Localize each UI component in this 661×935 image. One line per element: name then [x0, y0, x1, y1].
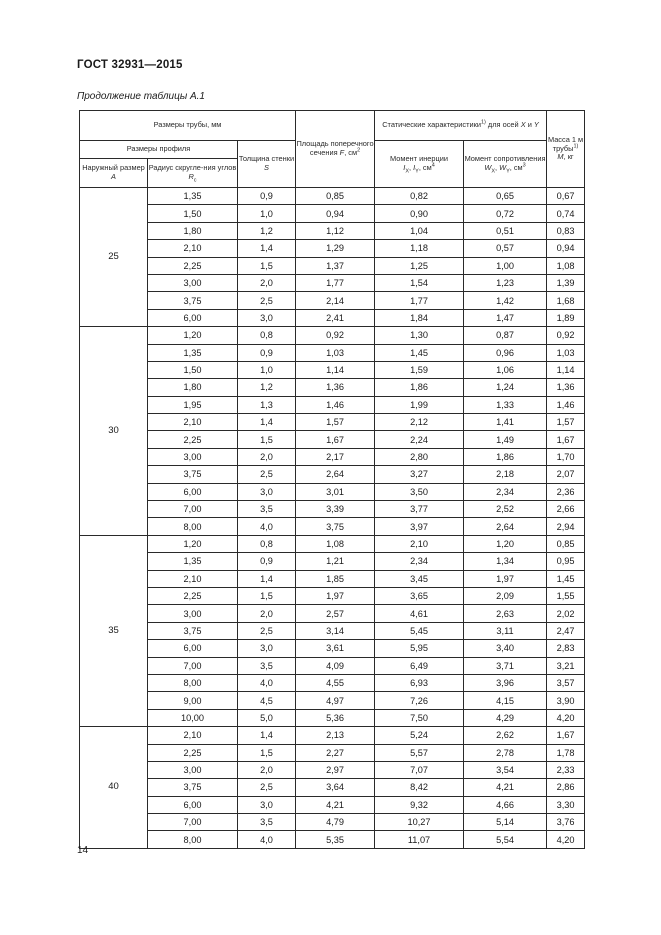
thickness-cell: 2,0	[238, 761, 296, 778]
resistance-cell: 3,54	[464, 761, 547, 778]
thickness-cell: 3,5	[238, 814, 296, 831]
mass-cell: 3,21	[547, 657, 585, 674]
table-row	[80, 831, 585, 848]
thickness-cell: 2,5	[238, 292, 296, 309]
mass-cell: 2,33	[547, 761, 585, 778]
thickness-cell: 2,0	[238, 448, 296, 465]
area-cell: 4,79	[296, 814, 375, 831]
area-cell: 1,21	[296, 553, 375, 570]
resistance-cell: 4,66	[464, 796, 547, 813]
table-row	[80, 657, 585, 674]
mass-cell: 2,07	[547, 466, 585, 483]
radius-cell: 3,75	[148, 779, 238, 796]
area-cell: 1,67	[296, 431, 375, 448]
inertia-cell: 1,25	[375, 257, 464, 274]
inertia-cell: 2,34	[375, 553, 464, 570]
area-cell: 2,97	[296, 761, 375, 778]
resistance-cell: 1,34	[464, 553, 547, 570]
header-radius: Радиус скругле-ния углов $R_c$	[148, 159, 238, 188]
inertia-cell: 2,80	[375, 448, 464, 465]
resistance-cell: 3,71	[464, 657, 547, 674]
inertia-cell: 2,10	[375, 535, 464, 552]
mass-cell: 2,83	[547, 640, 585, 657]
mass-cell: 2,02	[547, 605, 585, 622]
radius-cell: 1,50	[148, 361, 238, 378]
thickness-cell: 1,0	[238, 361, 296, 378]
header-thickness: Толщина стенки S	[238, 141, 296, 188]
area-cell: 1,46	[296, 396, 375, 413]
area-cell: 3,14	[296, 622, 375, 639]
thickness-cell: 1,3	[238, 396, 296, 413]
area-cell: 4,55	[296, 674, 375, 691]
resistance-cell: 1,41	[464, 414, 547, 431]
outer-size-cell: 40	[80, 727, 148, 849]
radius-cell: 2,10	[148, 727, 238, 744]
resistance-cell: 3,40	[464, 640, 547, 657]
inertia-cell: 2,24	[375, 431, 464, 448]
radius-cell: 2,25	[148, 431, 238, 448]
header-area: Площадь поперечного сечения F, $см^2$	[296, 111, 375, 188]
thickness-cell: 2,5	[238, 622, 296, 639]
area-cell: 2,13	[296, 727, 375, 744]
thickness-cell: 4,0	[238, 831, 296, 848]
mass-cell: 0,67	[547, 188, 585, 205]
mass-cell: 1,03	[547, 344, 585, 361]
mass-cell: 3,90	[547, 692, 585, 709]
table-row	[80, 257, 585, 274]
mass-cell: 1,08	[547, 257, 585, 274]
area-cell: 0,85	[296, 188, 375, 205]
thickness-cell: 4,0	[238, 518, 296, 535]
inertia-cell: 5,95	[375, 640, 464, 657]
inertia-cell: 9,32	[375, 796, 464, 813]
table-row	[80, 483, 585, 500]
radius-cell: 8,00	[148, 518, 238, 535]
thickness-cell: 0,8	[238, 535, 296, 552]
inertia-cell: 1,30	[375, 327, 464, 344]
radius-cell: 7,00	[148, 501, 238, 518]
mass-cell: 0,83	[547, 222, 585, 239]
resistance-cell: 0,96	[464, 344, 547, 361]
thickness-cell: 1,4	[238, 240, 296, 257]
table-row	[80, 622, 585, 639]
radius-cell: 2,10	[148, 570, 238, 587]
table-row	[80, 727, 585, 744]
thickness-cell: 2,5	[238, 466, 296, 483]
inertia-cell: 3,27	[375, 466, 464, 483]
thickness-cell: 1,5	[238, 431, 296, 448]
thickness-cell: 1,5	[238, 257, 296, 274]
radius-cell: 3,75	[148, 622, 238, 639]
thickness-cell: 2,5	[238, 779, 296, 796]
pipe-properties-table	[79, 110, 585, 849]
area-cell: 0,94	[296, 205, 375, 222]
radius-cell: 9,00	[148, 692, 238, 709]
resistance-cell: 2,62	[464, 727, 547, 744]
thickness-cell: 3,0	[238, 309, 296, 326]
inertia-cell: 1,54	[375, 274, 464, 291]
mass-cell: 1,89	[547, 309, 585, 326]
table-header	[80, 111, 585, 188]
inertia-cell: 3,97	[375, 518, 464, 535]
area-cell: 1,85	[296, 570, 375, 587]
area-cell: 4,21	[296, 796, 375, 813]
thickness-cell: 5,0	[238, 709, 296, 726]
table-row	[80, 466, 585, 483]
thickness-cell: 1,4	[238, 727, 296, 744]
mass-cell: 0,92	[547, 327, 585, 344]
mass-cell: 1,36	[547, 379, 585, 396]
radius-cell: 1,35	[148, 553, 238, 570]
area-cell: 2,17	[296, 448, 375, 465]
resistance-cell: 2,78	[464, 744, 547, 761]
table-row	[80, 779, 585, 796]
thickness-cell: 0,8	[238, 327, 296, 344]
inertia-cell: 4,61	[375, 605, 464, 622]
area-cell: 3,01	[296, 483, 375, 500]
radius-cell: 1,35	[148, 344, 238, 361]
radius-cell: 3,00	[148, 761, 238, 778]
thickness-cell: 3,0	[238, 796, 296, 813]
area-cell: 3,75	[296, 518, 375, 535]
radius-cell: 8,00	[148, 831, 238, 848]
radius-cell: 2,25	[148, 744, 238, 761]
thickness-cell: 3,5	[238, 657, 296, 674]
inertia-cell: 7,26	[375, 692, 464, 709]
resistance-cell: 1,42	[464, 292, 547, 309]
radius-cell: 6,00	[148, 483, 238, 500]
table-row	[80, 744, 585, 761]
radius-cell: 1,95	[148, 396, 238, 413]
radius-cell: 6,00	[148, 796, 238, 813]
inertia-cell: 6,49	[375, 657, 464, 674]
area-cell: 5,35	[296, 831, 375, 848]
thickness-cell: 1,0	[238, 205, 296, 222]
header-pipe-sizes: Размеры трубы, мм	[80, 111, 296, 141]
table-row	[80, 518, 585, 535]
area-cell: 3,39	[296, 501, 375, 518]
area-cell: 1,97	[296, 587, 375, 604]
resistance-cell: 1,47	[464, 309, 547, 326]
inertia-cell: 6,93	[375, 674, 464, 691]
table-row	[80, 414, 585, 431]
resistance-cell: 0,87	[464, 327, 547, 344]
mass-cell: 0,94	[547, 240, 585, 257]
inertia-cell: 1,18	[375, 240, 464, 257]
resistance-cell: 4,15	[464, 692, 547, 709]
resistance-cell: 3,96	[464, 674, 547, 691]
mass-cell: 3,30	[547, 796, 585, 813]
mass-cell: 1,68	[547, 292, 585, 309]
thickness-cell: 1,4	[238, 414, 296, 431]
resistance-cell: 1,20	[464, 535, 547, 552]
thickness-cell: 1,2	[238, 379, 296, 396]
resistance-cell: 3,11	[464, 622, 547, 639]
table-row	[80, 570, 585, 587]
mass-cell: 0,74	[547, 205, 585, 222]
area-cell: 2,64	[296, 466, 375, 483]
outer-size-cell: 25	[80, 188, 148, 327]
thickness-cell: 3,5	[238, 501, 296, 518]
thickness-cell: 1,5	[238, 744, 296, 761]
mass-cell: 0,85	[547, 535, 585, 552]
resistance-cell: 5,14	[464, 814, 547, 831]
area-cell: 1,12	[296, 222, 375, 239]
table-row	[80, 205, 585, 222]
inertia-cell: 1,59	[375, 361, 464, 378]
mass-cell: 3,57	[547, 674, 585, 691]
area-cell: 4,09	[296, 657, 375, 674]
mass-cell: 1,45	[547, 570, 585, 587]
thickness-cell: 3,0	[238, 640, 296, 657]
inertia-cell: 10,27	[375, 814, 464, 831]
area-cell: 1,37	[296, 257, 375, 274]
radius-cell: 1,50	[148, 205, 238, 222]
area-cell: 1,77	[296, 274, 375, 291]
radius-cell: 2,10	[148, 414, 238, 431]
mass-cell: 3,76	[547, 814, 585, 831]
table-row	[80, 327, 585, 344]
thickness-cell: 2,0	[238, 605, 296, 622]
radius-cell: 6,00	[148, 640, 238, 657]
table-row	[80, 814, 585, 831]
inertia-cell: 3,45	[375, 570, 464, 587]
table-row	[80, 188, 585, 205]
resistance-cell: 0,72	[464, 205, 547, 222]
header-resistance: Момент сопротивления $W_X$, $W_Y$, $см^3$	[464, 141, 547, 188]
resistance-cell: 0,57	[464, 240, 547, 257]
resistance-cell: 0,65	[464, 188, 547, 205]
resistance-cell: 1,00	[464, 257, 547, 274]
table-row	[80, 448, 585, 465]
resistance-cell: 2,64	[464, 518, 547, 535]
resistance-cell: 2,34	[464, 483, 547, 500]
mass-cell: 4,20	[547, 709, 585, 726]
table-row	[80, 709, 585, 726]
area-cell: 3,64	[296, 779, 375, 796]
header-inertia: Момент инерции $I_X$, $I_Y$, $см^4$	[375, 141, 464, 188]
resistance-cell: 5,54	[464, 831, 547, 848]
thickness-cell: 0,9	[238, 188, 296, 205]
mass-cell: 1,46	[547, 396, 585, 413]
area-cell: 1,36	[296, 379, 375, 396]
radius-cell: 1,80	[148, 222, 238, 239]
outer-size-cell: 35	[80, 535, 148, 726]
radius-cell: 1,20	[148, 535, 238, 552]
header-static: Статические характеристики$^{1)}$ для осей X и Y	[375, 111, 547, 141]
area-cell: 1,08	[296, 535, 375, 552]
mass-cell: 1,78	[547, 744, 585, 761]
table-row	[80, 274, 585, 291]
inertia-cell: 3,50	[375, 483, 464, 500]
radius-cell: 1,80	[148, 379, 238, 396]
resistance-cell: 2,63	[464, 605, 547, 622]
table-row	[80, 535, 585, 552]
table-row	[80, 674, 585, 691]
header-mass: Масса 1 м трубы$^{1)}$ M, кг	[547, 111, 585, 188]
table-row	[80, 553, 585, 570]
header-profile-sizes: Размеры профиля	[80, 141, 238, 159]
resistance-cell: 2,09	[464, 587, 547, 604]
thickness-cell: 0,9	[238, 344, 296, 361]
resistance-cell: 1,49	[464, 431, 547, 448]
radius-cell: 2,25	[148, 257, 238, 274]
thickness-cell: 1,5	[238, 587, 296, 604]
outer-size-cell: 30	[80, 327, 148, 536]
inertia-cell: 2,12	[375, 414, 464, 431]
header-outer-size: Наружный размер A	[80, 159, 148, 188]
mass-cell: 1,14	[547, 361, 585, 378]
table-row	[80, 344, 585, 361]
mass-cell: 0,95	[547, 553, 585, 570]
radius-cell: 3,75	[148, 466, 238, 483]
area-cell: 2,27	[296, 744, 375, 761]
inertia-cell: 1,77	[375, 292, 464, 309]
document-code: ГОСТ 32931—2015	[77, 59, 183, 71]
table-row	[80, 309, 585, 326]
area-cell: 1,29	[296, 240, 375, 257]
radius-cell: 1,35	[148, 188, 238, 205]
table-row	[80, 587, 585, 604]
mass-cell: 2,66	[547, 501, 585, 518]
mass-cell: 1,70	[547, 448, 585, 465]
mass-cell: 2,36	[547, 483, 585, 500]
inertia-cell: 8,42	[375, 779, 464, 796]
resistance-cell: 1,97	[464, 570, 547, 587]
radius-cell: 10,00	[148, 709, 238, 726]
thickness-cell: 4,0	[238, 674, 296, 691]
area-cell: 4,97	[296, 692, 375, 709]
resistance-cell: 4,29	[464, 709, 547, 726]
table-row	[80, 240, 585, 257]
inertia-cell: 1,45	[375, 344, 464, 361]
mass-cell: 1,57	[547, 414, 585, 431]
radius-cell: 3,75	[148, 292, 238, 309]
inertia-cell: 7,07	[375, 761, 464, 778]
thickness-cell: 0,9	[238, 553, 296, 570]
mass-cell: 1,67	[547, 431, 585, 448]
area-cell: 1,03	[296, 344, 375, 361]
radius-cell: 3,00	[148, 274, 238, 291]
inertia-cell: 1,86	[375, 379, 464, 396]
inertia-cell: 5,45	[375, 622, 464, 639]
inertia-cell: 5,57	[375, 744, 464, 761]
inertia-cell: 0,90	[375, 205, 464, 222]
table-row	[80, 640, 585, 657]
radius-cell: 3,00	[148, 448, 238, 465]
area-cell: 2,57	[296, 605, 375, 622]
inertia-cell: 11,07	[375, 831, 464, 848]
thickness-cell: 4,5	[238, 692, 296, 709]
table-row	[80, 796, 585, 813]
thickness-cell: 2,0	[238, 274, 296, 291]
table-row	[80, 361, 585, 378]
area-cell: 5,36	[296, 709, 375, 726]
inertia-cell: 1,04	[375, 222, 464, 239]
resistance-cell: 1,23	[464, 274, 547, 291]
table-row	[80, 396, 585, 413]
table-row	[80, 501, 585, 518]
thickness-cell: 1,2	[238, 222, 296, 239]
resistance-cell: 4,21	[464, 779, 547, 796]
area-cell: 1,57	[296, 414, 375, 431]
mass-cell: 2,94	[547, 518, 585, 535]
thickness-cell: 1,4	[238, 570, 296, 587]
area-cell: 3,61	[296, 640, 375, 657]
radius-cell: 2,25	[148, 587, 238, 604]
inertia-cell: 1,99	[375, 396, 464, 413]
table-row	[80, 292, 585, 309]
area-cell: 2,14	[296, 292, 375, 309]
mass-cell: 2,47	[547, 622, 585, 639]
page-number: 14	[77, 845, 89, 856]
radius-cell: 7,00	[148, 814, 238, 831]
resistance-cell: 1,06	[464, 361, 547, 378]
radius-cell: 3,00	[148, 605, 238, 622]
table-row	[80, 692, 585, 709]
inertia-cell: 0,82	[375, 188, 464, 205]
resistance-cell: 2,52	[464, 501, 547, 518]
radius-cell: 7,00	[148, 657, 238, 674]
table-caption: Продолжение таблицы А.1	[77, 91, 205, 102]
table-row	[80, 379, 585, 396]
inertia-cell: 3,65	[375, 587, 464, 604]
table-body	[80, 188, 585, 849]
area-cell: 1,14	[296, 361, 375, 378]
mass-cell: 1,55	[547, 587, 585, 604]
inertia-cell: 1,84	[375, 309, 464, 326]
resistance-cell: 0,51	[464, 222, 547, 239]
table-row	[80, 222, 585, 239]
table-row	[80, 605, 585, 622]
inertia-cell: 5,24	[375, 727, 464, 744]
resistance-cell: 1,86	[464, 448, 547, 465]
mass-cell: 1,39	[547, 274, 585, 291]
radius-cell: 2,10	[148, 240, 238, 257]
radius-cell: 6,00	[148, 309, 238, 326]
resistance-cell: 2,18	[464, 466, 547, 483]
thickness-cell: 3,0	[238, 483, 296, 500]
radius-cell: 8,00	[148, 674, 238, 691]
resistance-cell: 1,24	[464, 379, 547, 396]
mass-cell: 1,67	[547, 727, 585, 744]
mass-cell: 4,20	[547, 831, 585, 848]
mass-cell: 2,86	[547, 779, 585, 796]
inertia-cell: 7,50	[375, 709, 464, 726]
table-row	[80, 431, 585, 448]
resistance-cell: 1,33	[464, 396, 547, 413]
table-row	[80, 761, 585, 778]
area-cell: 2,41	[296, 309, 375, 326]
area-cell: 0,92	[296, 327, 375, 344]
radius-cell: 1,20	[148, 327, 238, 344]
inertia-cell: 3,77	[375, 501, 464, 518]
